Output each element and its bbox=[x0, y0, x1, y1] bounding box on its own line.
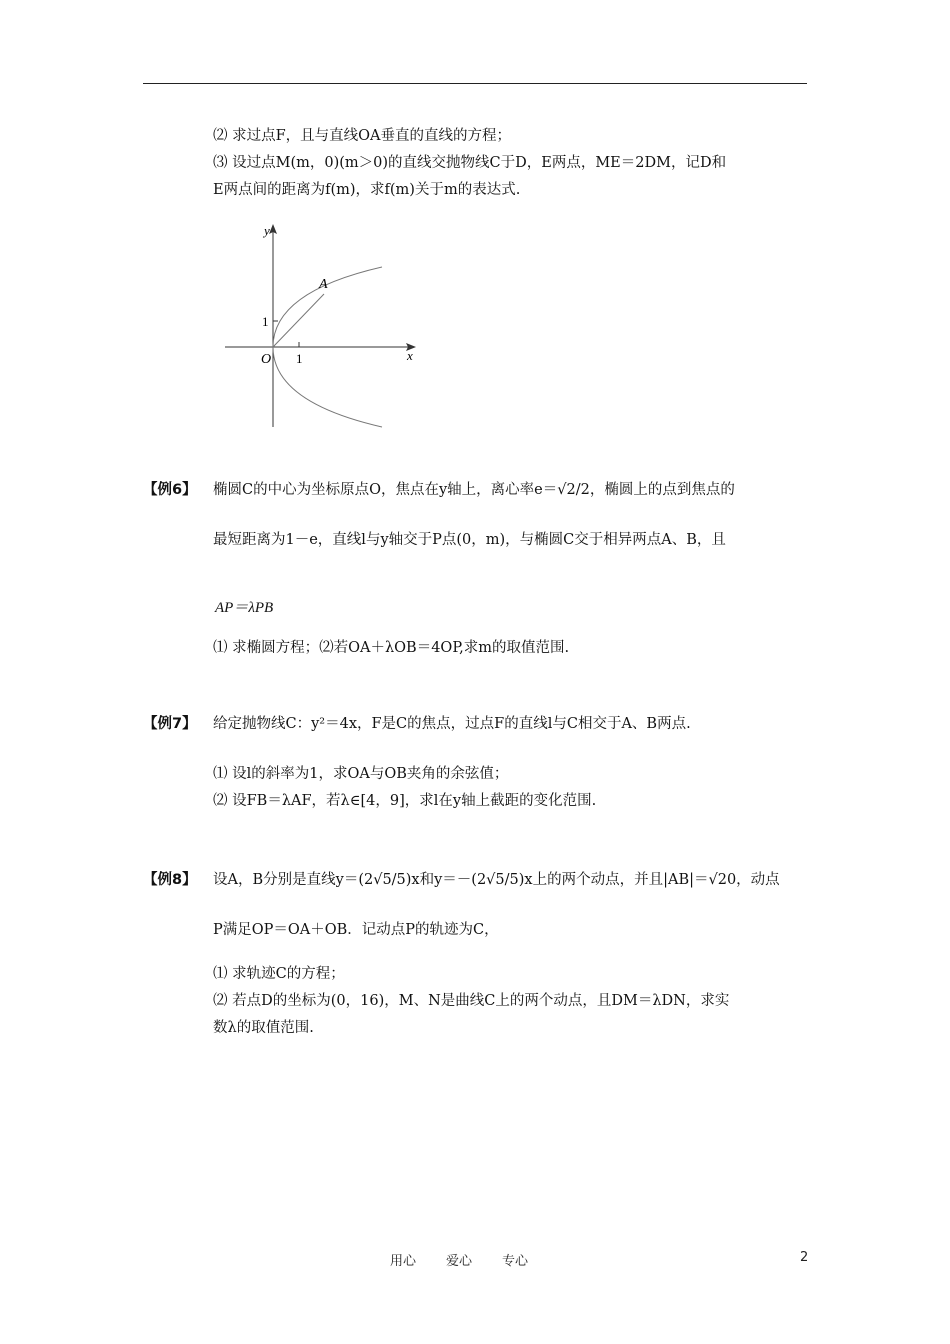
example-7-line-3: ⑵ 设FB＝λAF，若λ∈[4，9]，求l在y轴上截距的变化范围. bbox=[213, 793, 597, 809]
example-8-line-4: ⑵ 若点D的坐标为(0，16)，M、N是曲线C上的两个动点，且DM＝λDN，求实 bbox=[213, 993, 730, 1009]
q3-line-2: E两点间的距离为f(m)，求f(m)关于m的表达式. bbox=[213, 182, 521, 198]
origin-label: O bbox=[261, 352, 272, 367]
example-8-line-3: ⑴ 求轨迹C的方程； bbox=[213, 966, 345, 982]
example-8-line-5: 数λ的取值范围. bbox=[213, 1020, 314, 1036]
example-7-label: 【例7】 bbox=[143, 716, 197, 732]
footer-motto-1: 用心 bbox=[390, 1254, 417, 1269]
example-7-line-2: ⑴ 设l的斜率为1，求OA与OB夹角的余弦值； bbox=[213, 766, 509, 782]
parabola-figure bbox=[220, 222, 420, 434]
example-7-line-1: 给定抛物线C：y²＝4x，F是C的焦点，过点F的直线l与C相交于A、B两点. bbox=[213, 716, 691, 732]
point-a-label: A bbox=[319, 277, 328, 292]
example-6-line-2: 最短距离为1－e，直线l与y轴交于P点(0，m)，与椭圆C交于相异两点A、B，且 bbox=[213, 532, 726, 548]
q3-line-1: ⑶ 设过点M(m，0)(m＞0)的直线交抛物线C于D，E两点，ME＝2DM，记D和 bbox=[213, 155, 727, 171]
page-number: 2 bbox=[800, 1250, 809, 1265]
q2-line: ⑵ 求过点F，且与直线OA垂直的直线的方程； bbox=[213, 128, 512, 144]
x-tick-label: 1 bbox=[296, 351, 303, 366]
example-6-line-1: 椭圆C的中心为坐标原点O，焦点在y轴上，离心率e＝√2/2，椭圆上的点到焦点的 bbox=[213, 482, 735, 498]
y-axis-label: y bbox=[264, 223, 270, 238]
footer-motto-3: 专心 bbox=[502, 1254, 529, 1269]
example-6-line-3: AP＝λPB bbox=[215, 600, 274, 616]
example-6-label: 【例6】 bbox=[143, 482, 197, 498]
example-6-line-4: ⑴ 求椭圆方程；⑵若OA＋λOB＝4OP,求m的取值范围. bbox=[213, 640, 570, 656]
example-8-label: 【例8】 bbox=[143, 872, 197, 888]
y-tick-label: 1 bbox=[262, 314, 269, 329]
example-8-line-1: 设A，B分别是直线y＝(2√5/5)x和y＝－(2√5/5)x上的两个动点，并且|AB|＝√20，动点 bbox=[213, 872, 780, 888]
header-rule bbox=[143, 83, 807, 84]
x-axis-label: x bbox=[407, 348, 413, 363]
footer-motto-2: 爱心 bbox=[446, 1254, 473, 1269]
example-8-line-2: P满足OP＝OA＋OB．记动点P的轨迹为C， bbox=[213, 922, 499, 938]
